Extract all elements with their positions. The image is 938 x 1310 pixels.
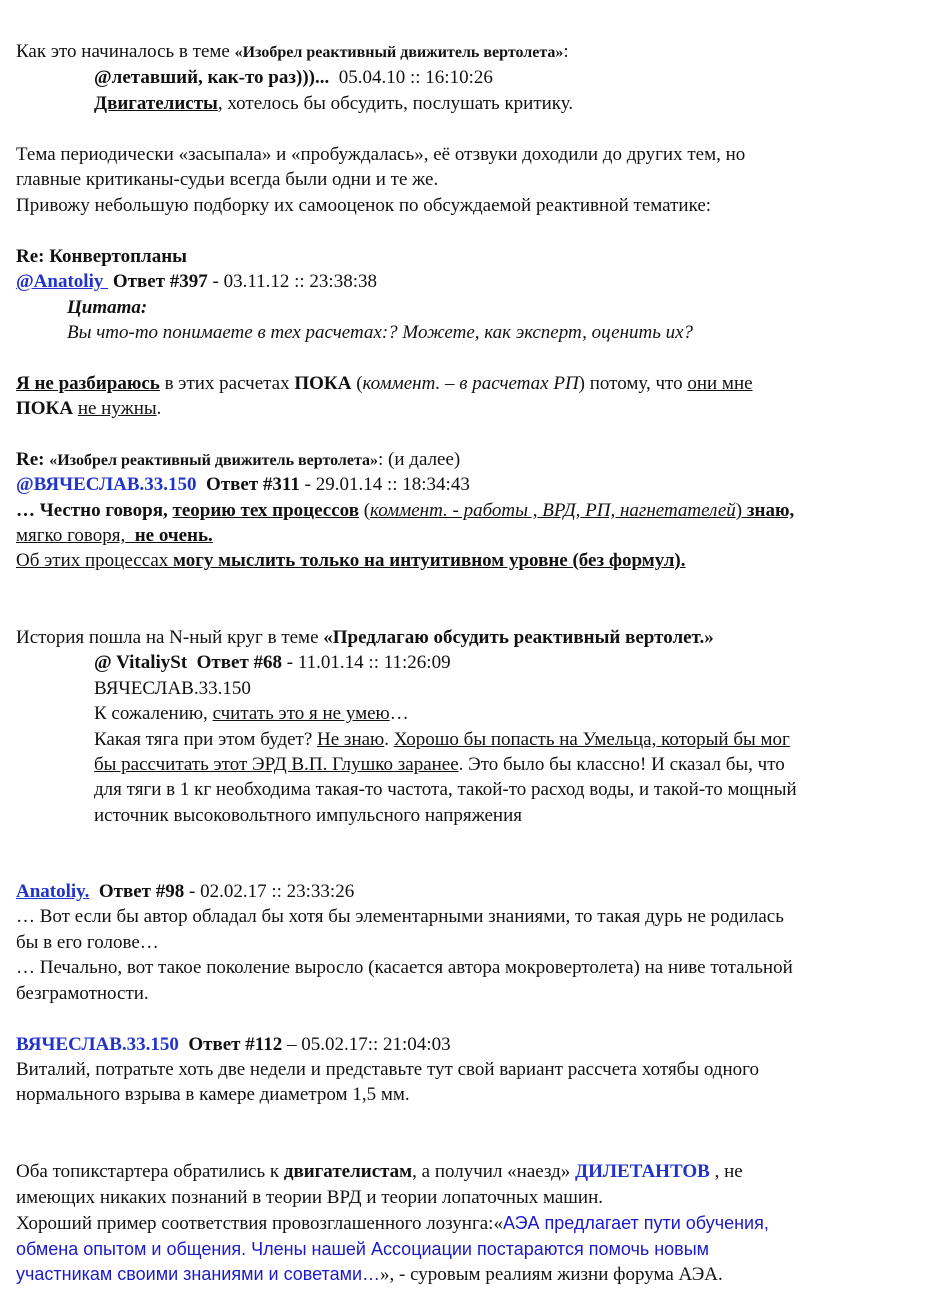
text: , а получил «наезд» xyxy=(412,1161,576,1182)
post-date: 05.04.10 :: 16:10:26 xyxy=(329,67,493,88)
text: , не xyxy=(709,1161,743,1182)
text: Хороший пример соответствия провозглашенного лозунга:« xyxy=(16,1213,503,1234)
post3-line-1 xyxy=(94,702,409,726)
emphasis: ПОКА xyxy=(16,398,74,419)
post3-header xyxy=(94,651,451,675)
username[interactable]: @ВЯЧЕСЛАВ.33.150 xyxy=(16,474,197,495)
post5-line-2: нормального взрыва в камере диаметром 1,5 мм. xyxy=(16,1084,410,1105)
post-date: – 05.02.17:: 21:04:03 xyxy=(282,1034,451,1055)
post4-header xyxy=(16,880,354,904)
text: Об этих процессах xyxy=(16,550,174,571)
emphasis-blue: ДИЛЕТАНТОВ xyxy=(575,1161,710,1182)
answer-number: Ответ #311 xyxy=(196,474,300,495)
text: … xyxy=(389,703,409,724)
post2-line-1 xyxy=(16,499,794,523)
emphasis: Не знаю xyxy=(317,729,385,750)
para1-line-3: Привожу небольшую подборку их самооценок по обсуждаемой реактивной тематике: xyxy=(16,195,712,216)
text: . xyxy=(384,729,394,750)
text: ) xyxy=(735,500,747,521)
username: @летавший, как-то раз)))... xyxy=(94,67,330,88)
text: История пошла на N-ный круг в теме xyxy=(16,627,324,648)
emphasis: двигателистам xyxy=(283,1161,413,1182)
post-date: - 02.02.17 :: 23:33:26 xyxy=(184,881,355,902)
post4-line-3: … Печально, вот такое поколение выросло (касается автора мокровертолета) на ниве тотальной xyxy=(16,957,793,978)
slogan-text: участникам своими знаниями и советами… xyxy=(16,1264,381,1284)
post2-header xyxy=(16,473,470,497)
text: . xyxy=(156,398,162,419)
post3-line-5: источник высоковольтного импульсного напряжения xyxy=(94,805,523,826)
user-link[interactable]: Anatoliy. xyxy=(16,881,90,902)
text: в этих расчетах xyxy=(159,373,295,394)
post1-topic: Re: Конвертопланы xyxy=(16,246,187,267)
text: ( xyxy=(351,373,363,394)
post1-header xyxy=(16,270,377,294)
post2-topic xyxy=(16,448,460,473)
emphasis: Я не разбираюсь xyxy=(16,373,160,394)
post3-addressee: ВЯЧЕСЛАВ.33.150 xyxy=(94,678,251,699)
post3-line-2 xyxy=(94,728,790,752)
post3-line-4: для тяги в 1 кг необходима такая-то частота, такой-то расход воды, и такой-то мощный xyxy=(94,779,797,800)
answer-number: Ответ #98 xyxy=(89,881,185,902)
para1-line-2: главные критиканы-судьи всегда были одни и те же. xyxy=(16,169,439,190)
answer-number: Ответ #68 xyxy=(187,652,283,673)
post3-intro xyxy=(16,626,714,650)
topic-title: «Изобрел реактивный движитель вертолета» xyxy=(49,452,379,469)
topic-title: «Предлагаю обсудить реактивный вертолет.» xyxy=(323,627,714,648)
text: … Честно говоря, xyxy=(16,500,173,521)
conclusion-line-1 xyxy=(16,1160,743,1184)
intro-line-3 xyxy=(94,92,573,116)
para1-line-1: Тема периодически «засыпала» и «пробуждалась», её отзвуки доходили до других тем, но xyxy=(16,144,746,165)
emphasis: могу мыслить только на интуитивном уровне (без формул). xyxy=(173,550,686,571)
post3-line-3 xyxy=(94,753,785,777)
quote-text: Вы что-то понимаете в тех расчетах:? Можете, как эксперт, оценить их? xyxy=(67,322,694,343)
user-link[interactable]: @Anatoliy xyxy=(16,271,109,292)
emphasis: знаю, xyxy=(746,500,795,521)
intro-line-1 xyxy=(16,40,569,65)
text: Какая тяга при этом будет? xyxy=(94,729,318,750)
text: К сожалению, xyxy=(94,703,213,724)
text: Оба топикстартера обратились к xyxy=(16,1161,284,1182)
post-date: - 29.01.14 :: 18:34:43 xyxy=(299,474,470,495)
text: : (и далее) xyxy=(378,449,461,470)
re-prefix: Re: xyxy=(16,449,50,470)
emphasis: теорию тех процессов xyxy=(172,500,359,521)
emphasis: они мне xyxy=(687,373,753,394)
emphasis: Хорошо бы попасть на Умельца, который бы мог xyxy=(393,729,790,750)
emphasis: не нужны xyxy=(77,398,157,419)
intro-line-2 xyxy=(94,66,493,90)
post1-reply-line-2 xyxy=(16,397,161,421)
comment: коммент. – в расчетах РП xyxy=(362,373,579,394)
emphasis: ПОКА xyxy=(294,373,352,394)
post-date: - 11.01.14 :: 11:26:09 xyxy=(282,652,451,673)
text: ) потому, что xyxy=(578,373,688,394)
quote-label: Цитата: xyxy=(67,297,148,318)
conclusion-line-2: имеющих никаких познаний в теории ВРД и теории лопаточных машин. xyxy=(16,1187,603,1208)
comment: коммент. - работы , ВРД, РП, нагнетателей xyxy=(370,500,736,521)
conclusion-line-5 xyxy=(16,1262,723,1287)
text: », - суровым реалиям жизни форума АЭА. xyxy=(380,1264,723,1285)
emphasis: Двигателисты xyxy=(94,93,218,114)
text: . Это было бы классно! И сказал бы, что xyxy=(458,754,785,775)
text: мягко говоря, xyxy=(16,525,126,546)
answer-number: Ответ #112 xyxy=(178,1034,283,1055)
slogan-text: АЭА предлагает пути обучения, xyxy=(502,1213,769,1233)
emphasis: не очень. xyxy=(125,525,213,546)
post-date: - 03.11.12 :: 23:38:38 xyxy=(207,271,377,292)
intro-text: , хотелось бы обсудить, послушать критику. xyxy=(217,93,574,114)
emphasis: бы рассчитать этот ЭРД В.П. Глушко заранее xyxy=(94,754,459,775)
post5-line-1: Виталий, потратьте хоть две недели и представьте тут свой вариант рассчета хотябы одного xyxy=(16,1059,759,1080)
post4-line-4: безграмотности. xyxy=(16,983,149,1004)
emphasis: считать это я не умею xyxy=(212,703,390,724)
post2-line-3 xyxy=(16,549,686,573)
text: ( xyxy=(358,500,371,521)
post4-line-2: бы в его голове… xyxy=(16,932,159,953)
username: @ VitaliySt xyxy=(94,652,188,673)
intro-text: Как это начиналось в теме xyxy=(16,41,235,62)
punct: : xyxy=(563,41,569,62)
topic-title: «Изобрел реактивный движитель вертолета» xyxy=(234,44,564,61)
post4-line-1: … Вот если бы автор обладал бы хотя бы элементарными знаниями, то такая дурь не родилась xyxy=(16,906,784,927)
post1-reply-line-1 xyxy=(16,372,753,396)
username[interactable]: ВЯЧЕСЛАВ.33.150 xyxy=(16,1034,179,1055)
post5-header xyxy=(16,1033,451,1057)
answer-number: Ответ #397 xyxy=(108,271,208,292)
conclusion-line-3 xyxy=(16,1211,769,1236)
conclusion-line-4: обмена опытом и общения. Члены нашей Ассоциации постараются помочь новым xyxy=(16,1239,710,1259)
post2-line-2 xyxy=(16,524,213,548)
